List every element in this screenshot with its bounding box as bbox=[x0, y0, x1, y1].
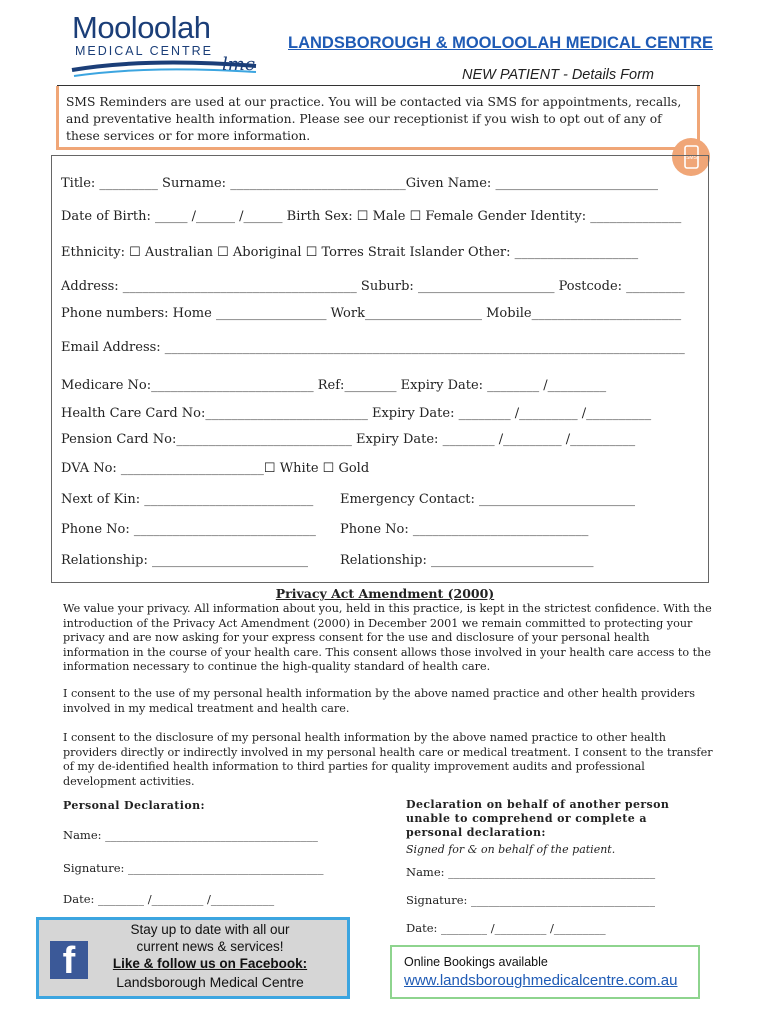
row-email[interactable]: Email Address: ________________________________________________________________________________ bbox=[61, 340, 685, 355]
logo-script: lmc bbox=[222, 54, 255, 75]
facebook-line-1: Stay up to date with all our bbox=[130, 922, 290, 937]
sms-badge-text: SMS bbox=[686, 155, 697, 161]
kin-phone-field[interactable]: Phone No: ____________________________ bbox=[61, 522, 316, 537]
proxy-signature-field[interactable]: Signature: ________________________________ bbox=[406, 893, 656, 907]
row-title-names[interactable]: Title: _________ Surname: ___________________________Given Name: _________________________ bbox=[61, 176, 658, 191]
row-pension-card[interactable]: Pension Card No:___________________________ Expiry Date: ________ /_________ /__________ bbox=[61, 432, 636, 447]
personal-declaration-title: Personal Declaration: bbox=[63, 799, 205, 812]
row-birth-gender[interactable]: Date of Birth: _____ /______ /______ Birth Sex: ☐ Male ☐ Female Gender Identity: ______________ bbox=[61, 209, 682, 224]
privacy-paragraph-3: I consent to the disclosure of my personal health information by the above named practice to other health providers directly or indirectly involved in my personal health care or medical treatment. I consent to the transfer of my de-identified health information to third parties for quality improvement audits and professional development activities. bbox=[63, 731, 713, 788]
privacy-section-title: Privacy Act Amendment (2000) bbox=[275, 586, 495, 601]
proxy-date-field[interactable]: Date: ________ /_________ /_________ bbox=[406, 921, 606, 935]
row-health-care-card[interactable]: Health Care Card No:_________________________ Expiry Date: ________ /_________ /__________ bbox=[61, 406, 652, 421]
logo-subtitle: MEDICAL CENTRE bbox=[75, 44, 213, 58]
privacy-paragraph-2: I consent to the use of my personal health information by the above named practice and other health providers involved in my medical treatment and health care. bbox=[63, 687, 695, 715]
row-address[interactable]: Address: ____________________________________ Suburb: _____________________ Postcode: _________ bbox=[61, 279, 685, 294]
online-booking-label: Online Bookings available bbox=[404, 955, 548, 969]
kin-relationship-field[interactable]: Relationship: ________________________ bbox=[61, 553, 309, 568]
facebook-line-2: current news & services! bbox=[136, 939, 284, 954]
sms-notice-text: SMS Reminders are used at our practice. You will be contacted via SMS for appointments, recalls, and preventative health information. Please see our receptionist if you wish to opt out of any of these services or for more information. bbox=[66, 95, 682, 143]
emergency-phone-field[interactable]: Phone No: ___________________________ bbox=[340, 522, 589, 537]
facebook-follow-link[interactable]: Like & follow us on Facebook: bbox=[112, 956, 308, 971]
row-phone-numbers[interactable]: Phone numbers: Home _________________ Work__________________ Mobile_______________________ bbox=[61, 306, 682, 321]
next-of-kin-field[interactable]: Next of Kin: __________________________ bbox=[61, 492, 314, 507]
decl-name-field[interactable]: Name: _____________________________________ bbox=[63, 828, 318, 842]
facebook-icon[interactable]: f bbox=[50, 941, 88, 979]
privacy-paragraph-1: We value your privacy. All information about you, held in this practice, is kept in the strictest confidence. With the introduction of the Privacy Act Amendment (2000) in December 2001 we remain committed to protecting your privacy and are now asking for your express consent for the use and disclosure of your personal health information in the course of your health care. This consent allows those involved in your health care access to the information necessary to continue the high-quality standard of health care. bbox=[63, 602, 712, 673]
proxy-declaration-title: Declaration on behalf of another person unable to comprehend or complete a personal declaration: bbox=[406, 798, 670, 839]
row-medicare[interactable]: Medicare No:_________________________ Ref:________ Expiry Date: ________ /_________ bbox=[61, 378, 607, 393]
emergency-relationship-field[interactable]: Relationship: _________________________ bbox=[340, 553, 594, 568]
row-dva[interactable]: DVA No: ______________________☐ White ☐ Gold bbox=[61, 461, 370, 476]
facebook-page-name: Landsborough Medical Centre bbox=[116, 974, 304, 990]
decl-signature-field[interactable]: Signature: __________________________________ bbox=[63, 861, 324, 875]
form-subtitle: NEW PATIENT - Details Form bbox=[462, 67, 654, 83]
logo-wordmark: Mooloolah bbox=[72, 10, 211, 45]
row-ethnicity[interactable]: Ethnicity: ☐ Australian ☐ Aboriginal ☐ Torres Strait Islander Other: ___________________ bbox=[61, 245, 639, 260]
booking-website-link[interactable]: www.landsboroughmedicalcentre.com.au bbox=[404, 972, 678, 989]
page-title: LANDSBOROUGH & MOOLOOLAH MEDICAL CENTRE bbox=[288, 34, 714, 52]
emergency-contact-field[interactable]: Emergency Contact: ________________________ bbox=[340, 492, 636, 507]
proxy-name-field[interactable]: Name: ____________________________________ bbox=[406, 865, 656, 879]
decl-date-field[interactable]: Date: ________ /_________ /___________ bbox=[63, 892, 275, 906]
proxy-declaration-note: Signed for & on behalf of the patient. bbox=[406, 843, 616, 856]
